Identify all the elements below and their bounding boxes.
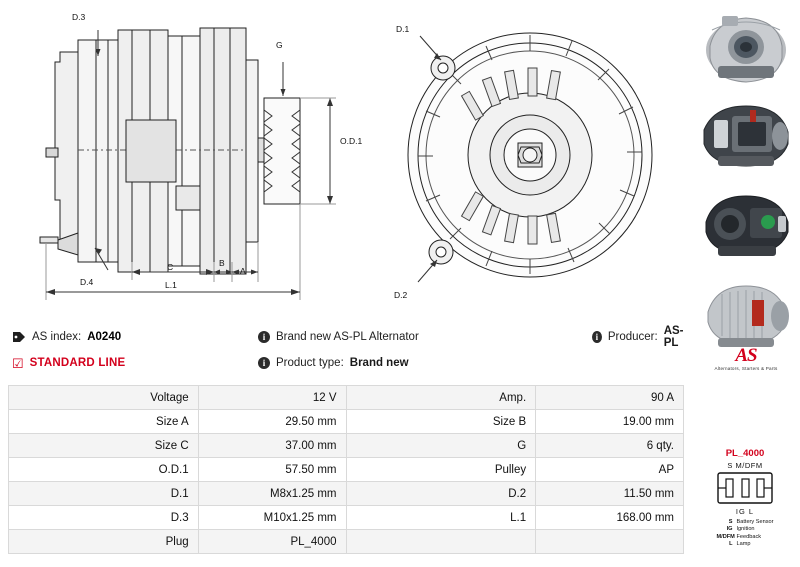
producer-block: [592, 325, 692, 349]
spec-key: Voltage: [9, 386, 199, 410]
label-l1: L.1: [165, 280, 177, 290]
brand-new-text: Brand new AS-PL Alternator: [276, 331, 419, 343]
spec-key: Size C: [9, 434, 199, 458]
specifications-table: [8, 385, 684, 554]
legend-code-1: IG: [726, 526, 733, 533]
table-row: [9, 530, 684, 554]
label-c: C: [167, 262, 174, 272]
spec-key: D.2: [346, 482, 536, 506]
table-row: [9, 386, 684, 410]
legend-code-3: L: [729, 541, 733, 548]
spec-value: 29.50 mm: [198, 410, 346, 434]
product-photo-2: [692, 90, 800, 180]
plug-connector-icon: [714, 470, 776, 506]
spec-value: 37.00 mm: [198, 434, 346, 458]
legend-desc-0: Battery Sensor: [736, 519, 774, 525]
spec-value: 57.50 mm: [198, 458, 346, 482]
product-photo-column: [692, 0, 800, 567]
table-row: [9, 410, 684, 434]
product-photo-3: [692, 180, 800, 270]
drawing-svg: [0, 0, 692, 318]
table-row: [9, 506, 684, 530]
as-pl-logo-mark: AS: [735, 345, 757, 366]
spec-key: Pulley: [346, 458, 536, 482]
spec-value: 6 qty.: [536, 434, 684, 458]
table-row: [9, 434, 684, 458]
info-row-primary: [0, 325, 692, 349]
product-photo-1: [692, 0, 800, 90]
spec-key: D.3: [9, 506, 199, 530]
spec-value-empty: [536, 530, 684, 554]
product-type-label: Product type:: [276, 357, 344, 369]
spec-key: Size B: [346, 410, 536, 434]
spec-key-empty: [346, 530, 536, 554]
spec-value: PL_4000: [198, 530, 346, 554]
label-g: G: [276, 40, 283, 50]
label-d4: D.4: [80, 277, 94, 287]
table-row: [9, 482, 684, 506]
spec-value: M10x1.25 mm: [198, 506, 346, 530]
spec-key: D.1: [9, 482, 199, 506]
spec-value: 12 V: [198, 386, 346, 410]
legend-desc-3: Lamp: [736, 541, 751, 548]
label-d1: D.1: [396, 24, 410, 34]
producer-value: AS-PL: [663, 325, 684, 349]
as-index-value: A0240: [87, 331, 122, 343]
spec-value: 11.50 mm: [536, 482, 684, 506]
info-icon-type: i: [258, 357, 270, 369]
tag-icon: [12, 331, 26, 343]
producer-label: Producer:: [607, 331, 658, 343]
spec-key: Plug: [9, 530, 199, 554]
plug-legend: [717, 519, 774, 549]
plug-top-labels: S M/DFM: [727, 461, 763, 470]
legend-code-2: M/DFM: [716, 533, 735, 540]
spec-value: 19.00 mm: [536, 410, 684, 434]
label-d2: D.2: [394, 290, 408, 300]
spec-key: Size A: [9, 410, 199, 434]
spec-value: 168.00 mm: [536, 506, 684, 530]
checkbox-checked-icon: ☑: [12, 355, 24, 371]
info-row-secondary: [0, 350, 692, 376]
info-icon-producer: i: [592, 331, 602, 343]
product-type-value: Brand new: [349, 357, 409, 369]
spec-key: Amp.: [346, 386, 536, 410]
product-type-block: [258, 350, 409, 376]
plug-bottom-labels: IG L: [735, 507, 755, 516]
brand-new-block: [258, 325, 419, 349]
spec-value: 90 A: [536, 386, 684, 410]
standard-line-label: STANDARD LINE: [29, 357, 126, 369]
spec-key: O.D.1: [9, 458, 199, 482]
info-icon: i: [258, 331, 270, 343]
as-index-block: [12, 325, 121, 349]
spec-key: L.1: [346, 506, 536, 530]
standard-line-block: [12, 350, 125, 376]
spec-key: G: [346, 434, 536, 458]
spec-value: AP: [536, 458, 684, 482]
technical-drawings: [0, 0, 692, 318]
legend-desc-2: Feedback: [736, 533, 762, 540]
as-pl-logo-subtitle: Alternators, Starters & Parts: [714, 366, 778, 371]
plug-title: PL_4000: [725, 448, 765, 459]
label-d3: D.3: [72, 12, 86, 22]
spec-value: M8x1.25 mm: [198, 482, 346, 506]
plug-diagram: [692, 448, 798, 550]
label-a: A: [240, 266, 246, 276]
legend-desc-1: Ignition: [736, 526, 755, 533]
as-pl-logo: [700, 346, 792, 371]
as-index-label: AS index:: [32, 331, 82, 343]
label-b: B: [219, 258, 225, 268]
legend-code-0: S: [728, 519, 733, 525]
label-od1: O.D.1: [340, 136, 363, 146]
table-row: [9, 458, 684, 482]
